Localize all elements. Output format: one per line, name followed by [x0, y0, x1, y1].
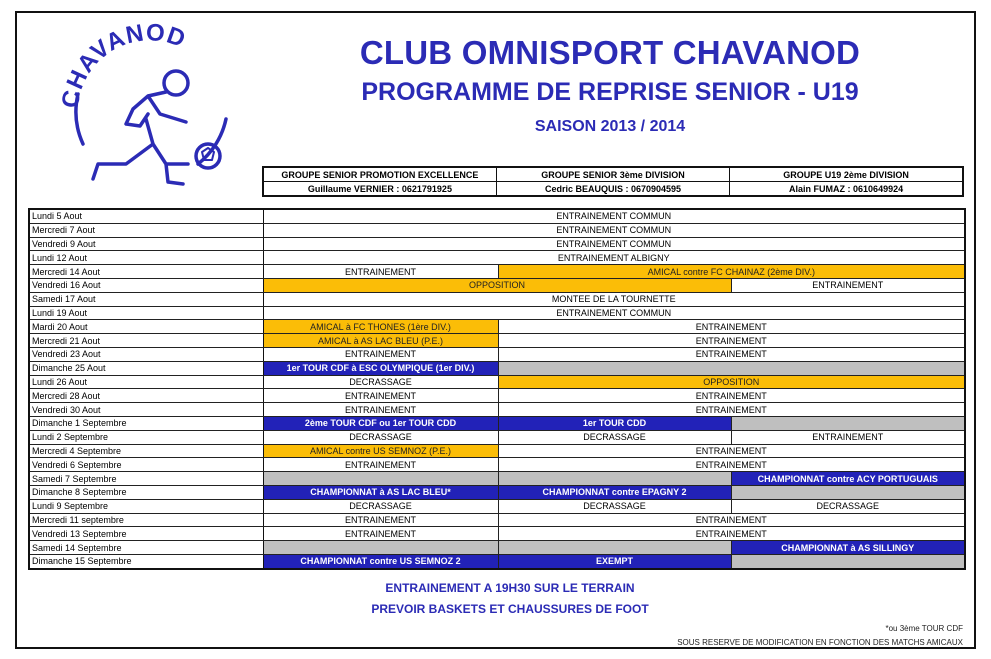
- logo-text: CHAVANOD: [56, 18, 190, 111]
- schedule-date: Vendredi 9 Aout: [29, 237, 263, 251]
- schedule-event: ENTRAINEMENT: [498, 389, 965, 403]
- schedule-event: 1er TOUR CDF à ESC OLYMPIQUE (1er DIV.): [263, 361, 498, 375]
- equipment-notice: PREVOIR BASKETS ET CHAUSSURES DE FOOT: [371, 602, 649, 616]
- schedule-event: EXEMPT: [498, 554, 731, 568]
- schedule-empty-slot: [498, 541, 731, 555]
- schedule-row: [29, 223, 965, 237]
- schedule-row: [29, 237, 965, 251]
- schedule-event: ENTRAINEMENT: [731, 430, 965, 444]
- schedule-date: Mercredi 7 Aout: [29, 223, 263, 237]
- schedule-event: ENTRAINEMENT: [263, 265, 498, 279]
- schedule-event: CHAMPIONNAT à AS SILLINGY: [731, 541, 965, 555]
- schedule-event: ENTRAINEMENT: [263, 389, 498, 403]
- schedule-date: Lundi 5 Aout: [29, 209, 263, 223]
- group-contact: Alain FUMAZ : 0610649924: [730, 182, 963, 197]
- group-contacts-row: [263, 182, 963, 197]
- schedule-event: ENTRAINEMENT: [498, 334, 965, 348]
- schedule-event: AMICAL à AS LAC BLEU (P.E.): [263, 334, 498, 348]
- group-name: GROUPE SENIOR PROMOTION EXCELLENCE: [263, 167, 496, 182]
- schedule-row: [29, 444, 965, 458]
- schedule-row: [29, 334, 965, 348]
- schedule-date: Lundi 19 Aout: [29, 306, 263, 320]
- schedule-event: CHAMPIONNAT contre ACY PORTUGUAIS: [731, 472, 965, 486]
- schedule-event: ENTRAINEMENT: [731, 278, 965, 292]
- footnote: *ou 3ème TOUR CDF: [885, 624, 963, 633]
- schedule-row: [29, 416, 965, 430]
- schedule-row: [29, 389, 965, 403]
- schedule-date: Mardi 20 Aout: [29, 320, 263, 334]
- schedule-date: Vendredi 6 Septembre: [29, 458, 263, 472]
- schedule-event: ENTRAINEMENT: [263, 403, 498, 417]
- schedule-event: ENTRAINEMENT: [498, 444, 965, 458]
- schedule-event: CHAMPIONNAT à AS LAC BLEU*: [263, 485, 498, 499]
- schedule-row: [29, 403, 965, 417]
- schedule-date: Mercredi 21 Aout: [29, 334, 263, 348]
- schedule-event: ENTRAINEMENT: [498, 347, 965, 361]
- schedule-date: Dimanche 1 Septembre: [29, 416, 263, 430]
- group-names-row: [263, 167, 963, 182]
- schedule-event: ENTRAINEMENT: [263, 458, 498, 472]
- schedule-row: [29, 375, 965, 389]
- group-name: GROUPE U19 2ème DIVISION: [730, 167, 963, 182]
- groups-table: [262, 166, 964, 197]
- season-label: SAISON 2013 / 2014: [534, 118, 686, 135]
- schedule-date: Dimanche 25 Aout: [29, 361, 263, 375]
- schedule-date: Mercredi 28 Aout: [29, 389, 263, 403]
- schedule-row: [29, 527, 965, 541]
- schedule-date: Vendredi 16 Aout: [29, 278, 263, 292]
- schedule-empty-slot: [731, 416, 965, 430]
- schedule-row: [29, 554, 965, 568]
- schedule-row: [29, 306, 965, 320]
- schedule-row: [29, 265, 965, 279]
- disclaimer: SOUS RESERVE DE MODIFICATION EN FONCTION DES MATCHS AMICAUX: [677, 638, 963, 647]
- schedule-event: ENTRAINEMENT: [498, 527, 965, 541]
- schedule-date: Vendredi 23 Aout: [29, 347, 263, 361]
- schedule-date: Lundi 9 Septembre: [29, 499, 263, 513]
- schedule-event: CHAMPIONNAT contre EPAGNY 2: [498, 485, 731, 499]
- schedule-date: Samedi 7 Septembre: [29, 472, 263, 486]
- schedule-row: [29, 458, 965, 472]
- schedule-event: ENTRAINEMENT COMMUN: [263, 209, 965, 223]
- schedule-date: Lundi 12 Aout: [29, 251, 263, 265]
- schedule-event: DECRASSAGE: [263, 499, 498, 513]
- schedule-date: Vendredi 13 Septembre: [29, 527, 263, 541]
- page-title: CLUB OMNISPORT CHAVANOD: [359, 34, 861, 71]
- training-time-notice: ENTRAINEMENT A 19H30 SUR LE TERRAIN: [385, 581, 635, 595]
- schedule-event: AMICAL à FC THONES (1ère DIV.): [263, 320, 498, 334]
- schedule-event: ENTRAINEMENT COMMUN: [263, 237, 965, 251]
- schedule-row: [29, 513, 965, 527]
- schedule-table: [28, 208, 966, 570]
- schedule-date: Samedi 14 Septembre: [29, 541, 263, 555]
- schedule-row: [29, 499, 965, 513]
- schedule-event: DECRASSAGE: [498, 430, 731, 444]
- group-name: GROUPE SENIOR 3ème DIVISION: [496, 167, 729, 182]
- schedule-event: DECRASSAGE: [263, 375, 498, 389]
- schedule-date: Vendredi 30 Aout: [29, 403, 263, 417]
- group-contact: Cedric BEAUQUIS : 0670904595: [496, 182, 729, 197]
- schedule-event: DECRASSAGE: [731, 499, 965, 513]
- schedule-empty-slot: [263, 472, 498, 486]
- schedule-row: [29, 292, 965, 306]
- schedule-row: [29, 347, 965, 361]
- schedule-row: [29, 278, 965, 292]
- schedule-event: OPPOSITION: [498, 375, 965, 389]
- schedule-event: DECRASSAGE: [498, 499, 731, 513]
- schedule-event: AMICAL contre FC CHAINAZ (2ème DIV.): [498, 265, 965, 279]
- schedule-event: ENTRAINEMENT: [498, 513, 965, 527]
- schedule-date: Mercredi 14 Aout: [29, 265, 263, 279]
- schedule-empty-slot: [498, 472, 731, 486]
- running-footballer-logo-icon: [48, 14, 248, 199]
- schedule-event: ENTRAINEMENT: [263, 513, 498, 527]
- schedule-row: [29, 430, 965, 444]
- schedule-event: CHAMPIONNAT contre US SEMNOZ 2: [263, 554, 498, 568]
- page-subtitle: PROGRAMME DE REPRISE SENIOR - U19: [361, 78, 859, 106]
- schedule-event: ENTRAINEMENT: [498, 458, 965, 472]
- schedule-date: Mercredi 4 Septembre: [29, 444, 263, 458]
- schedule-empty-slot: [731, 485, 965, 499]
- schedule-event: ENTRAINEMENT: [498, 403, 965, 417]
- schedule-row: [29, 209, 965, 223]
- schedule-row: [29, 485, 965, 499]
- schedule-event: MONTEE DE LA TOURNETTE: [263, 292, 965, 306]
- schedule-date: Dimanche 15 Septembre: [29, 554, 263, 568]
- schedule-event: ENTRAINEMENT COMMUN: [263, 223, 965, 237]
- schedule-row: [29, 251, 965, 265]
- schedule-row: [29, 320, 965, 334]
- group-contact: Guillaume VERNIER : 0621791925: [263, 182, 496, 197]
- schedule-row: [29, 472, 965, 486]
- schedule-event: ENTRAINEMENT: [263, 527, 498, 541]
- schedule-event: 2ème TOUR CDF ou 1er TOUR CDD: [263, 416, 498, 430]
- schedule-row: [29, 361, 965, 375]
- schedule-event: ENTRAINEMENT ALBIGNY: [263, 251, 965, 265]
- schedule-date: Dimanche 8 Septembre: [29, 485, 263, 499]
- schedule-event: ENTRAINEMENT: [498, 320, 965, 334]
- schedule-empty-slot: [731, 554, 965, 568]
- schedule-date: Lundi 2 Septembre: [29, 430, 263, 444]
- schedule-date: Lundi 26 Aout: [29, 375, 263, 389]
- schedule-event: OPPOSITION: [263, 278, 731, 292]
- schedule-event: 1er TOUR CDD: [498, 416, 731, 430]
- schedule-empty-slot: [498, 361, 965, 375]
- schedule-event: AMICAL contre US SEMNOZ (P.E.): [263, 444, 498, 458]
- schedule-empty-slot: [263, 541, 498, 555]
- schedule-event: ENTRAINEMENT COMMUN: [263, 306, 965, 320]
- schedule-date: Mercredi 11 septembre: [29, 513, 263, 527]
- schedule-event: ENTRAINEMENT: [263, 347, 498, 361]
- schedule-row: [29, 541, 965, 555]
- schedule-event: DECRASSAGE: [263, 430, 498, 444]
- schedule-date: Samedi 17 Aout: [29, 292, 263, 306]
